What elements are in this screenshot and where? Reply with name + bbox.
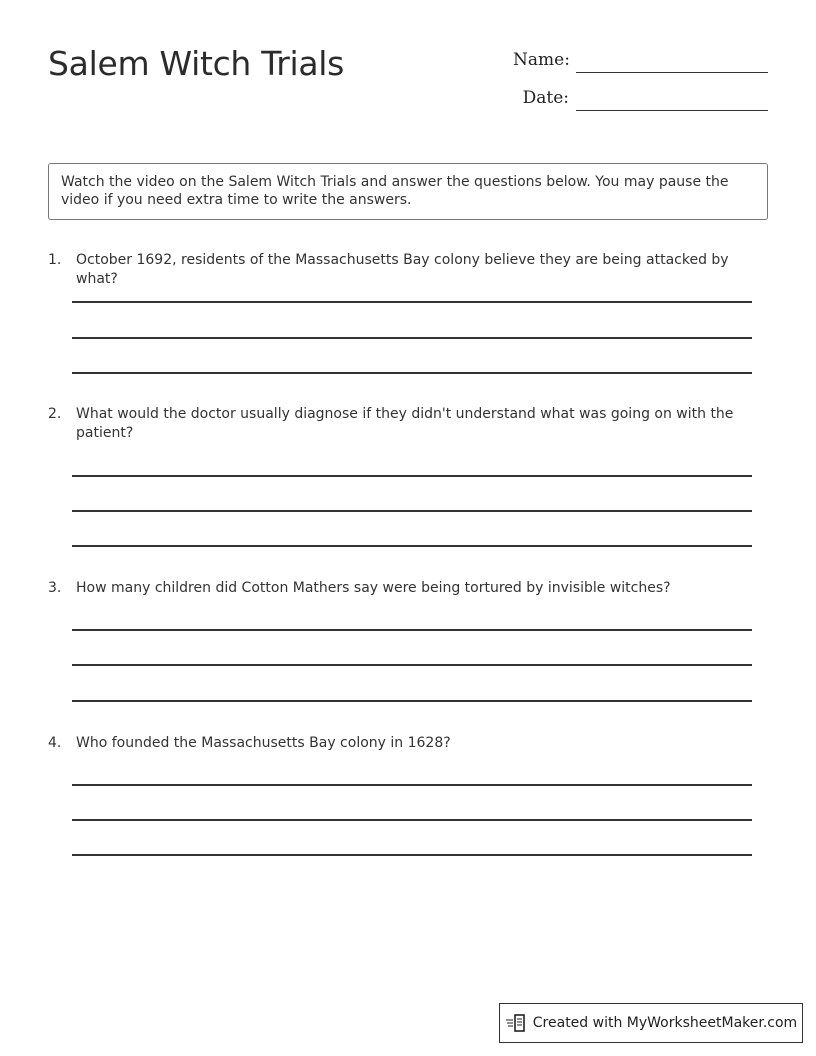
question-number: 2. — [48, 406, 62, 422]
name-label: Name: — [513, 50, 570, 70]
answer-line[interactable] — [72, 545, 752, 547]
question-4 — [48, 734, 768, 753]
question-number: 4. — [48, 735, 62, 751]
question-number: 1. — [48, 252, 62, 268]
name-field — [513, 52, 768, 73]
date-field — [513, 90, 768, 111]
answer-line[interactable] — [72, 301, 752, 303]
question-text: How many children did Cotton Mathers say were being tortured by invisible witches? — [76, 580, 671, 596]
footer-text: Created with MyWorksheetMaker.com — [532, 1015, 798, 1031]
answer-line[interactable] — [72, 664, 752, 666]
question-text: October 1692, residents of the Massachusetts Bay colony believe they are being attacked by what? — [76, 252, 729, 287]
answer-line[interactable] — [72, 372, 752, 374]
answer-line[interactable] — [72, 475, 752, 477]
question-3 — [48, 579, 768, 598]
worksheet-maker-logo-icon — [505, 1012, 527, 1034]
answer-line[interactable] — [72, 700, 752, 702]
answer-line[interactable] — [72, 510, 752, 512]
answer-line[interactable] — [72, 629, 752, 631]
answer-line[interactable] — [72, 784, 752, 786]
question-2 — [48, 405, 768, 443]
question-text: What would the doctor usually diagnose if they didn't understand what was going on with the patient? — [76, 406, 734, 441]
answer-line[interactable] — [72, 819, 752, 821]
footer-badge[interactable] — [499, 1003, 803, 1043]
question-number: 3. — [48, 580, 62, 596]
question-1 — [48, 251, 768, 289]
date-label: Date: — [522, 88, 569, 108]
answer-line[interactable] — [72, 337, 752, 339]
page-title: Salem Witch Trials — [48, 44, 345, 83]
question-text: Who founded the Massachusetts Bay colony in 1628? — [76, 735, 451, 751]
name-input-line[interactable] — [576, 52, 768, 73]
answer-line[interactable] — [72, 854, 752, 856]
date-input-line[interactable] — [576, 90, 768, 111]
instructions-box: Watch the video on the Salem Witch Trials and answer the questions below. You may pause the video if you need extra time to write the answers. — [48, 163, 768, 220]
